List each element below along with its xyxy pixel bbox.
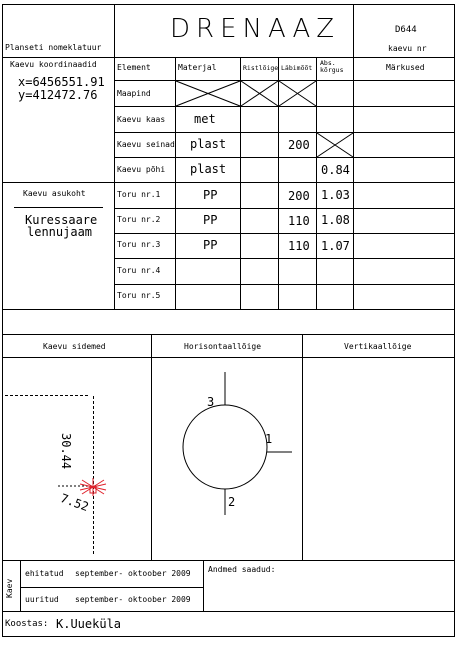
- ties-drawing: [5, 396, 98, 556]
- coord-x: x=6456551.91: [18, 75, 105, 89]
- row-material: PP: [203, 238, 218, 252]
- well-code-label: kaevu nr: [388, 44, 427, 53]
- row-abs-height: 1.07: [321, 239, 350, 253]
- col-header-cross-section: Ristlõige: [243, 64, 279, 72]
- row-element: Toru nr.1: [117, 190, 161, 199]
- row-material: PP: [203, 213, 218, 227]
- row-element: Maapind: [117, 89, 151, 98]
- row-material: plast: [190, 137, 227, 151]
- row-material: met: [194, 112, 216, 126]
- author-label: Koostas:: [5, 619, 49, 629]
- col-header-element: Element: [117, 63, 151, 72]
- row-element: Toru nr.4: [117, 266, 161, 275]
- row-diameter: 110: [288, 214, 310, 228]
- row-material: plast: [190, 162, 227, 176]
- row-element: Toru nr.2: [117, 215, 161, 224]
- tie-distance-1: 30.44: [59, 433, 73, 470]
- row-diameter: 200: [288, 189, 310, 203]
- row-abs-height: 1.08: [321, 213, 350, 227]
- pipe-3-label: 3: [207, 395, 215, 409]
- built-label: ehitatud: [25, 569, 64, 578]
- row-diameter: 110: [288, 239, 310, 253]
- footer-side-label: Kaev: [5, 578, 14, 598]
- section-ties: Kaevu sidemed: [43, 342, 106, 351]
- row-element: Kaevu põhi: [117, 165, 166, 174]
- col-header-remarks: Märkused: [386, 63, 425, 72]
- pipe-1-label: 1: [265, 432, 273, 446]
- location-line2: lennujaam: [27, 225, 93, 239]
- col-header-abs-height: Abs. kõrgus: [320, 59, 344, 74]
- row-abs-height: 0.84: [321, 163, 350, 177]
- page-title: DRENAAZ: [170, 14, 341, 44]
- coords-label: Kaevu koordinaadid: [10, 60, 97, 69]
- tie-distance-2: 7.52: [58, 491, 91, 515]
- coord-y: y=412472.76: [18, 88, 98, 102]
- section-vertical: Vertikaallõige: [344, 342, 412, 351]
- author-name: K.Uueküla: [56, 617, 122, 631]
- section-horizontal: Horisontaallõige: [184, 342, 262, 351]
- location-label: Kaevu asukoht: [23, 189, 86, 198]
- location-line1: Kuressaare: [25, 213, 98, 227]
- col-header-diameter: Läbimõõt: [281, 64, 313, 72]
- row-material: PP: [203, 188, 218, 202]
- well-code: D644: [395, 25, 417, 35]
- horizontal-section-drawing: [183, 372, 292, 515]
- well-marker: [80, 478, 106, 496]
- measured-label: uuritud: [25, 595, 59, 604]
- data-source-label: Andmed saadud:: [208, 565, 276, 574]
- pipe-2-label: 2: [228, 495, 236, 509]
- row-element: Toru nr.3: [117, 240, 161, 249]
- row-diameter: 200: [288, 138, 310, 152]
- row-element: Kaevu seinad: [117, 140, 175, 149]
- sheet-nomenclature-label: Planseti nomeklatuur: [5, 43, 102, 52]
- row-element: Kaevu kaas: [117, 115, 166, 124]
- col-header-material: Materjal: [178, 63, 217, 72]
- row-abs-height: 1.03: [321, 188, 350, 202]
- built-value: september- oktoober 2009: [75, 569, 191, 578]
- well-circle: [183, 405, 267, 489]
- row-element: Toru nr.5: [117, 291, 161, 300]
- measured-value: september- oktoober 2009: [75, 595, 191, 604]
